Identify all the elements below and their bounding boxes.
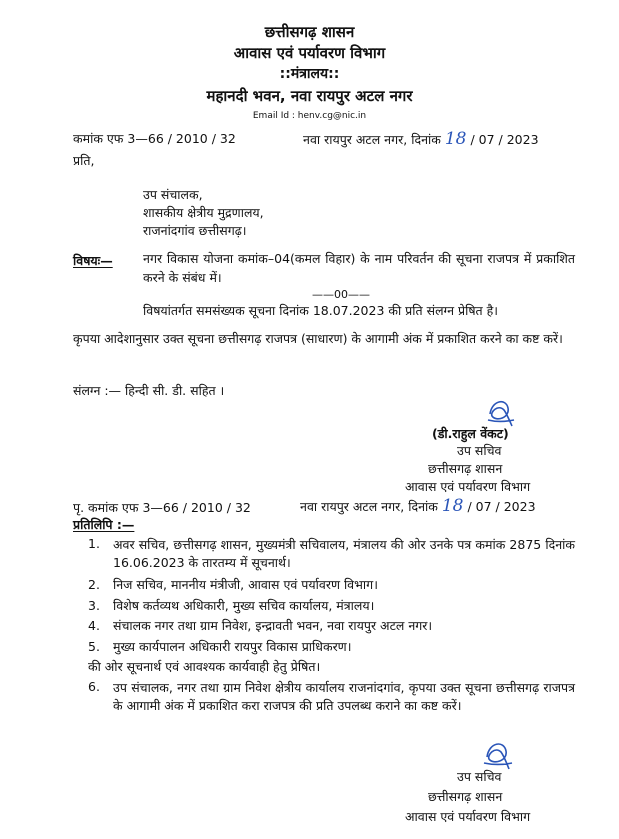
recipient-line: राजनांदगांव छत्तीसगढ़।: [143, 223, 247, 238]
handwritten-day: 18: [441, 496, 464, 516]
copy-item-text: विशेष कर्तव्यथ अधिकारी, मुख्य सचिव कार्यालय, मंत्रालय।: [113, 598, 375, 613]
copy-forward-line: की ओर सूचनार्थ एवं आवश्यक कार्यवाही हेतु प्रेषित।: [88, 659, 321, 674]
copy-item-number: 4.: [88, 618, 100, 633]
copy-item-number: 3.: [88, 598, 100, 613]
copy-item-text: निज सचिव, माननीय मंत्रीजी, आवास एवं पर्यावरण विभाग।: [113, 577, 378, 592]
signatory-designation: उप सचिव: [457, 443, 502, 458]
signature-mark: [478, 733, 518, 773]
subject-label: विषयः—: [73, 253, 113, 268]
copy-reference-number: पृ. कमांक एफ 3—66 / 2010 / 32: [73, 500, 251, 515]
signatory-department: आवास एवं पर्यावरण विभाग: [405, 479, 531, 494]
header-government: छत्तीसगढ़ शासन: [264, 23, 355, 41]
footer-department: आवास एवं पर्यावरण विभाग: [405, 809, 531, 824]
signatory-name: (डी.राहुल वेंकट): [432, 426, 509, 441]
header-address: महानदी भवन, नवा रायपुर अटल नगर: [206, 87, 413, 105]
copy-label: प्रतिलिपि :—: [73, 517, 135, 532]
copy-place-date: नवा रायपुर अटल नगर, दिनांक 18 / 07 / 2023: [300, 496, 536, 516]
body-paragraph-1: विषयांतर्गत समसंख्यक सूचना दिनांक 18.07.2023 की प्रति संलग्न प्रेषित है।: [143, 303, 499, 318]
signature-mark: [482, 392, 520, 430]
reference-place-date: नवा रायपुर अटल नगर, दिनांक 18 / 07 / 2023: [303, 129, 539, 149]
enclosure: संलग्न :— हिन्दी सी. डी. सहित ।: [73, 383, 225, 398]
body-paragraph-2: कृपया आदेशानुसार उक्त सूचना छत्तीसगढ़ राजपत्र (साधारण) के आगामी अंक में प्रकाशित करने का कष्ट करें।: [73, 331, 563, 346]
footer-government: छत्तीसगढ़ शासन: [428, 789, 503, 804]
header-ministry: ::मंत्रालय::: [279, 66, 340, 82]
subject-text: नगर विकास योजना कमांक–04(कमल विहार) के नाम परिवर्तन की सूचना राजपत्र में प्रकाशित करने के संबंध में।: [143, 251, 575, 285]
signatory-government: छत्तीसगढ़ शासन: [428, 461, 503, 476]
copy-item-number: 2.: [88, 577, 100, 592]
recipient-line: उप संचालक,: [143, 187, 203, 202]
copy-item-text: उप संचालक, नगर तथा ग्राम निवेश क्षेत्रीय कार्यालय राजनांदगांव, कृपया उक्त सूचना छत्तीसगढ़ राजपत्र के आगामी अंक में प्रकाशित करा राजपत्र की प्रति उपलब्ध कराने का कष्ट करें।: [113, 680, 575, 713]
salutation: प्रति,: [73, 153, 95, 168]
reference-number: कमांक एफ 3—66 / 2010 / 32: [73, 131, 236, 146]
copy-item-number: 1.: [88, 536, 100, 551]
header-email: Email Id : henv.cg@nic.in: [252, 111, 367, 121]
copy-item-text: अवर सचिव, छत्तीसगढ़ शासन, मुख्यमंत्री सचिवालय, मंत्रालय की ओर उनके पत्र कमांक 2875 दिनांक 16.06.2023 के तारतम्य में सूचनार्थ।: [113, 537, 575, 570]
copy-item-text: संचालक नगर तथा ग्राम निवेश, इन्द्रावती भवन, नवा रायपुर अटल नगर।: [113, 618, 433, 633]
header-department: आवास एवं पर्यावरण विभाग: [233, 44, 386, 62]
separator: ——00——: [312, 288, 370, 301]
copy-item-number: 6.: [88, 679, 100, 694]
copy-item-text: मुख्य कार्यपालन अधिकारी रायपुर विकास प्राधिकरण।: [113, 639, 352, 654]
handwritten-day: 18: [444, 129, 467, 149]
copy-item-number: 5.: [88, 639, 100, 654]
footer-designation: उप सचिव: [457, 769, 502, 784]
recipient-line: शासकीय क्षेत्रीय मुद्रणालय,: [143, 205, 264, 220]
